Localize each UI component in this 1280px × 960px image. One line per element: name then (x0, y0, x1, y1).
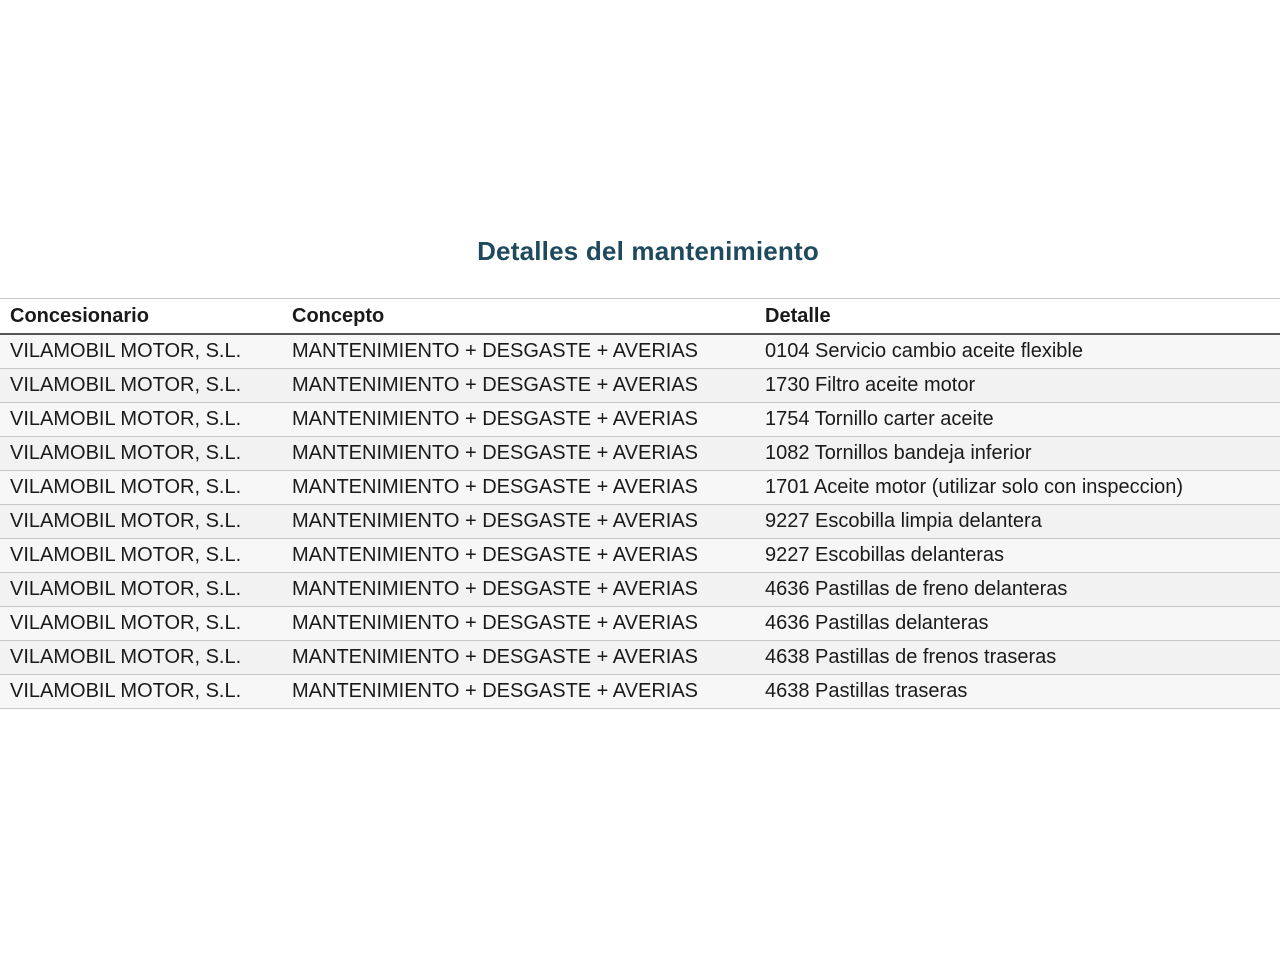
column-header-detalle: Detalle (765, 304, 831, 327)
cell-detalle: 9227 Escobillas delanteras (765, 544, 1005, 566)
table-row (0, 369, 1280, 403)
table-row (0, 471, 1280, 505)
cell-concesionario: VILAMOBIL MOTOR, S.L. (10, 408, 242, 430)
cell-concesionario: VILAMOBIL MOTOR, S.L. (10, 646, 242, 668)
cell-concesionario: VILAMOBIL MOTOR, S.L. (10, 680, 242, 702)
table-row (0, 573, 1280, 607)
table-row (0, 335, 1280, 369)
cell-concesionario: VILAMOBIL MOTOR, S.L. (10, 442, 242, 464)
cell-detalle: 1082 Tornillos bandeja inferior (765, 442, 1032, 464)
cell-concepto: MANTENIMIENTO + DESGASTE + AVERIAS (292, 646, 699, 668)
cell-concesionario: VILAMOBIL MOTOR, S.L. (10, 374, 242, 396)
cell-concepto: MANTENIMIENTO + DESGASTE + AVERIAS (292, 476, 699, 498)
cell-concesionario: VILAMOBIL MOTOR, S.L. (10, 476, 242, 498)
table-row (0, 403, 1280, 437)
cell-concesionario: VILAMOBIL MOTOR, S.L. (10, 578, 242, 600)
cell-detalle: 4636 Pastillas de freno delanteras (765, 578, 1068, 600)
cell-detalle: 0104 Servicio cambio aceite flexible (765, 340, 1083, 362)
column-header-concesionario: Concesionario (10, 304, 149, 327)
cell-detalle: 4636 Pastillas delanteras (765, 612, 989, 634)
cell-concepto: MANTENIMIENTO + DESGASTE + AVERIAS (292, 544, 699, 566)
cell-concepto: MANTENIMIENTO + DESGASTE + AVERIAS (292, 374, 699, 396)
table-row (0, 539, 1280, 573)
table-body (0, 335, 1280, 709)
cell-concesionario: VILAMOBIL MOTOR, S.L. (10, 612, 242, 634)
table-row (0, 675, 1280, 709)
table-row (0, 641, 1280, 675)
table-row (0, 607, 1280, 641)
column-header-concepto: Concepto (292, 304, 385, 327)
table-row (0, 437, 1280, 471)
cell-detalle: 1701 Aceite motor (utilizar solo con inspeccion) (765, 476, 1183, 498)
cell-concesionario: VILAMOBIL MOTOR, S.L. (10, 544, 242, 566)
cell-detalle: 4638 Pastillas de frenos traseras (765, 646, 1057, 668)
cell-concesionario: VILAMOBIL MOTOR, S.L. (10, 340, 242, 362)
cell-concepto: MANTENIMIENTO + DESGASTE + AVERIAS (292, 680, 699, 702)
table-header-row (0, 299, 1280, 335)
maintenance-table (0, 298, 1280, 709)
page-title: Detalles del mantenimiento (477, 236, 819, 266)
cell-concepto: MANTENIMIENTO + DESGASTE + AVERIAS (292, 408, 699, 430)
cell-detalle: 1730 Filtro aceite motor (765, 374, 976, 396)
cell-concepto: MANTENIMIENTO + DESGASTE + AVERIAS (292, 612, 699, 634)
cell-concesionario: VILAMOBIL MOTOR, S.L. (10, 510, 242, 532)
cell-detalle: 9227 Escobilla limpia delantera (765, 510, 1042, 532)
cell-concepto: MANTENIMIENTO + DESGASTE + AVERIAS (292, 510, 699, 532)
cell-concepto: MANTENIMIENTO + DESGASTE + AVERIAS (292, 578, 699, 600)
cell-detalle: 4638 Pastillas traseras (765, 680, 968, 702)
cell-concepto: MANTENIMIENTO + DESGASTE + AVERIAS (292, 442, 699, 464)
table-row (0, 505, 1280, 539)
cell-detalle: 1754 Tornillo carter aceite (765, 408, 994, 430)
cell-concepto: MANTENIMIENTO + DESGASTE + AVERIAS (292, 340, 699, 362)
